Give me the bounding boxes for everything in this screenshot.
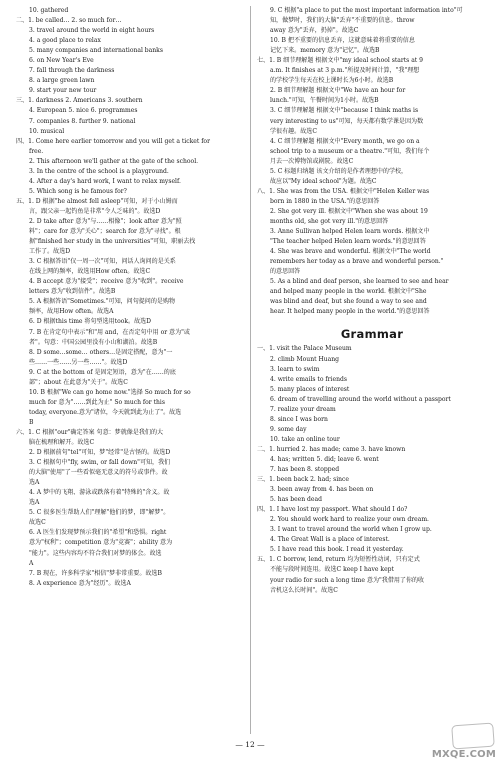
answer-line: 五、1. D 根据"he almost fell asleep"可知，对于小山姆而 <box>16 197 178 205</box>
answer-line: 6. dream of travelling around the world without a passport <box>270 395 451 403</box>
answer-line: 6. D 根据this time 将句型选用took。故选D <box>29 318 152 326</box>
answer-line: 的大脑"使用"了一些看似毫无意义的符号或事件。故 <box>29 469 168 477</box>
answer-line: 5. has been dead <box>270 496 322 504</box>
answer-line: 2. climb Mount Huang <box>270 355 339 363</box>
answer-line: 5. I have read this book. I read it yesterday. <box>270 546 404 554</box>
answer-line: 4. European 5. nice 6. programmes <box>29 107 138 115</box>
answer-line: 4. write emails to friends <box>270 375 347 383</box>
answer-line: 9. C 根据"a place to put the most important information into"可 <box>270 7 463 14</box>
answer-line: remembers her today as a brave and wonderful person." <box>270 258 444 266</box>
answer-line: 脑在梳理和解开。故选C <box>29 439 95 447</box>
answer-line: 5. A 根据答语"Sometimes."可知，问句提问的是购物 <box>29 298 176 306</box>
answer-line: 8. since I was born <box>270 415 328 423</box>
answer-line: 9. start your new tour <box>29 87 97 95</box>
answer-line: 者"。句意：中国公园里没有小山和湖泊。故选B <box>29 338 158 346</box>
column-divider <box>250 6 251 734</box>
answer-line: a.m. It finishes at 3 p.m."所提及时间计算，"我"理想 <box>270 67 420 75</box>
answer-line: 5. Which song is he famous for? <box>29 187 127 195</box>
answer-line: 3. Anne Sullivan helped Helen learn words. 根据文中 <box>270 228 430 236</box>
answer-line: 8. D some…some… others…是固定搭配，意为"一 <box>29 348 173 356</box>
answer-line: 3. C 根据句中"fly, swim, or fall down"可知，我们 <box>29 459 171 467</box>
answer-line: 四、1. I have lost my passport. What should I do? <box>257 506 408 514</box>
answer-line: 5. C 标题归纳题 该文介绍的是作者理想中的学校， <box>270 167 408 175</box>
answer-line: much for 意为"……到此为止" So much for this <box>29 398 165 406</box>
answer-line: 的学校学生每天在校上课时长为6小时。故选B <box>270 77 394 85</box>
answer-line: 四、1. Come here earlier tomorrow and you will get a ticket for <box>16 137 210 145</box>
answer-line: 4. a good place to relax <box>29 37 101 45</box>
answer-line: 八、1. She was from the USA. 根据文中"Helen Keller was <box>257 187 430 195</box>
answer-line: 4. A 梦中的飞翔、游泳或跌落有着"特殊的"含义。故 <box>29 489 170 497</box>
answer-line: months old, she got very ill."的意思回答 <box>270 217 389 225</box>
answer-line: 10. B 把不重要的信息丢弃，这就意味着将重要的信息 <box>270 37 415 45</box>
left-column <box>16 6 246 589</box>
answer-line: 7. has been 8. stopped <box>270 466 340 474</box>
answer-line: 9. some day <box>270 425 307 433</box>
answer-line: 月去一次博物馆或剧院。故选C <box>270 157 354 165</box>
answer-line: 频率，故用How often。故选A <box>29 308 114 316</box>
answer-line: 二、1. hurried 2. has made; came 3. have known <box>257 445 406 453</box>
answer-line: 音机这么长时间"。故选C <box>270 586 338 594</box>
answer-line: 5. As a blind and deaf person, she learned to see and hear <box>270 278 449 286</box>
answer-line: 言，跟父亲一起钓鱼是非常"令人乏味的"。故选D <box>29 207 161 215</box>
answer-line: 10. musical <box>29 127 65 135</box>
watermark-logo <box>418 724 496 760</box>
answer-line: 2. She got very ill. 根据文中"When she was about 19 <box>270 207 428 215</box>
answer-line: 9. C at the bottom of 是固定短语，意为"在……的底 <box>29 368 176 376</box>
answer-line: 工作了。故选D <box>29 248 71 256</box>
answer-line: 3. been away from 4. has been on <box>270 486 374 494</box>
answer-line: 学很有趣。故选C <box>270 127 317 135</box>
answer-line: 选A <box>29 479 40 487</box>
answer-line: 3. C 细节理解题 根据文中"because I think maths is <box>270 107 419 115</box>
answer-line: 故应以"My ideal school"为题。故选C <box>270 177 377 185</box>
answer-line: B <box>29 418 34 426</box>
page-number: — 12 — <box>235 740 265 749</box>
answer-line: school trip to a museum or a theatre."可知，我们每个 <box>270 147 430 155</box>
answer-line: 7. B 现在，许多科学家"相信"梦非常重要。故选B <box>29 569 162 577</box>
answer-line: 三、1. darkness 2. Americans 3. southern <box>16 97 143 105</box>
answer-line: 7. fall through the darkness <box>29 67 115 75</box>
answer-line: born in 1880 in the USA."的意思回答 <box>270 197 380 205</box>
answer-line: 8. a large green lawn <box>29 77 95 85</box>
watermark-stamp-icon <box>451 723 495 750</box>
answer-line: 部"；about 在此意为"关于"。故选C <box>29 378 128 386</box>
answer-line: 3. C 根据答语"仅一周一次"可知，问话人询问的是关系 <box>29 258 176 266</box>
answer-line: 3. I want to travel around the world when I grow up. <box>270 526 432 534</box>
answer-line: 3. travel around the world in eight hours <box>29 27 155 35</box>
answer-line: 10. B 根据"We can go home now."选择 So much for so <box>29 388 191 396</box>
answer-line: 10. take an online tour <box>270 435 340 443</box>
answer-line: 六、1. C 根据"our"确定答案 句意：梦就像是我们的大 <box>16 428 164 436</box>
answer-line: 4. C 细节理解题 根据文中"Every month, we go on a <box>270 137 420 145</box>
answer-line: and helped many people in the world. 根据文中"She <box>270 288 427 296</box>
answer-line: 3. learn to swim <box>270 365 320 373</box>
answer-line: 2. D 根据前句"tel"可知，梦"经常"是古怪的。故选D <box>29 449 171 457</box>
answer-line: 二、1. be called… 2. so much for… <box>16 17 122 25</box>
answer-line: 7. realize your dream <box>270 405 336 413</box>
answer-line: 故选C <box>29 519 46 527</box>
answer-line: 知，做梦时，我们的大脑"丢弃"不重要的信息。throw <box>270 17 415 25</box>
answer-line: 5. many companies and international banks <box>29 47 163 55</box>
watermark-text: MXQE.COM <box>431 749 496 760</box>
answer-line: 6. on New Year's Eve <box>29 57 94 65</box>
answer-line: 在线上网的频率，故选用How often。故选C <box>29 268 151 276</box>
answer-line: 的意思回答 <box>270 268 301 276</box>
answer-line: lunch."可知，午餐时间为1小时。故选B <box>270 97 379 105</box>
answer-line: your radio for such a long time 意为"我借用了你的收 <box>270 576 425 584</box>
answer-line: 4. has; written 5. did; leave 6. went <box>270 455 379 463</box>
answer-line: 一、1. visit the Palace Museum <box>257 345 352 353</box>
answer-line: letters 意为"收到信件"。故选B <box>29 288 116 296</box>
answer-line: free. <box>29 147 44 155</box>
answer-line: 6. A 医生们发现梦预示我们的"希望"和恐惧。right <box>29 529 167 537</box>
answer-line: was blind and deaf, but she found a way to see and <box>270 298 427 306</box>
answer-line: 记忆下来。memory 意为"记忆"。故选B <box>270 47 380 55</box>
spacer <box>257 317 487 323</box>
answer-line: 2. You should work hard to realize your own dream. <box>270 516 429 524</box>
right-column <box>257 6 487 596</box>
answer-line: 7. companies 8. further 9. national <box>29 117 136 125</box>
answer-line: 3. In the centre of the school is a playground. <box>29 167 169 175</box>
answer-line: very interesting to us"可知，每天都有数学课是因为数 <box>270 117 424 125</box>
answer-line: A <box>29 559 34 567</box>
answer-line: "The teacher helped Helen learn words."的意思回答 <box>270 238 426 246</box>
answer-line: 2. This afternoon we'll gather at the gate of the school. <box>29 157 199 165</box>
answer-line: hear. It helped many people in the world."的意思回答 <box>270 308 430 316</box>
answer-line: 选A <box>29 499 40 507</box>
answer-line: 三、1. been back 2. had; since <box>257 476 349 484</box>
answer-line: 据"finished her study in the universities"可知，职丽去找 <box>29 238 196 246</box>
answer-line: 4. After a day's hard work, I want to relax myself. <box>29 177 181 185</box>
answer-line: 4. The Great Wall is a place of interest. <box>270 536 390 544</box>
answer-line: 10. gathered <box>29 7 69 14</box>
answer-line: 2. B 细节理解题 根据文中"We have an hour for <box>270 87 406 95</box>
answer-line: 些……一些……另一些……"。故选D <box>29 358 128 366</box>
answer-line: "能力"。这些内容均不符合我们对梦的体会。故选 <box>29 549 162 557</box>
answer-line: 5. C 很多医生帮助人们"理解"他们的梦，即"解梦"。 <box>29 509 170 517</box>
answer-line: 4. B accept 意为"接受"；receive 意为"收到"。receive <box>29 278 184 286</box>
answer-line: 7. B 在肯定句中表示"和"用 and，在否定句中用 or 意为"或 <box>29 328 190 336</box>
answer-line: 五、1. C borrow, lend, return 均为短暂性动词，只有定式 <box>257 556 420 564</box>
answer-line: 不能与段时间连用。故选C keep I have kept <box>270 566 394 574</box>
answer-line: 料"；care for 意为"关心"；search for 意为"寻找"。根 <box>29 228 181 236</box>
section-heading: Grammar <box>340 327 404 342</box>
answer-line: 意为"权利"；competition 意为"竞赛"；ability 意为 <box>29 539 173 547</box>
answer-line: away 意为"丢弃，扔掉"。故选C <box>270 27 359 35</box>
answer-line: today, everyone.意为"诸位，今天就到此为止了"。故选 <box>29 408 182 416</box>
answer-line: 8. A experience 意为"经历"。故选A <box>29 579 131 587</box>
answer-line: 七、1. B 细节理解题 根据文中"my ideal school starts at 9 <box>257 57 424 65</box>
answer-line: 2. D take after 意为"与……相像"；look after 意为"照 <box>29 217 182 225</box>
answer-line: 5. many places of interest <box>270 385 350 393</box>
answer-line: 4. She was brave and wonderful. 根据文中"The world <box>270 248 431 256</box>
